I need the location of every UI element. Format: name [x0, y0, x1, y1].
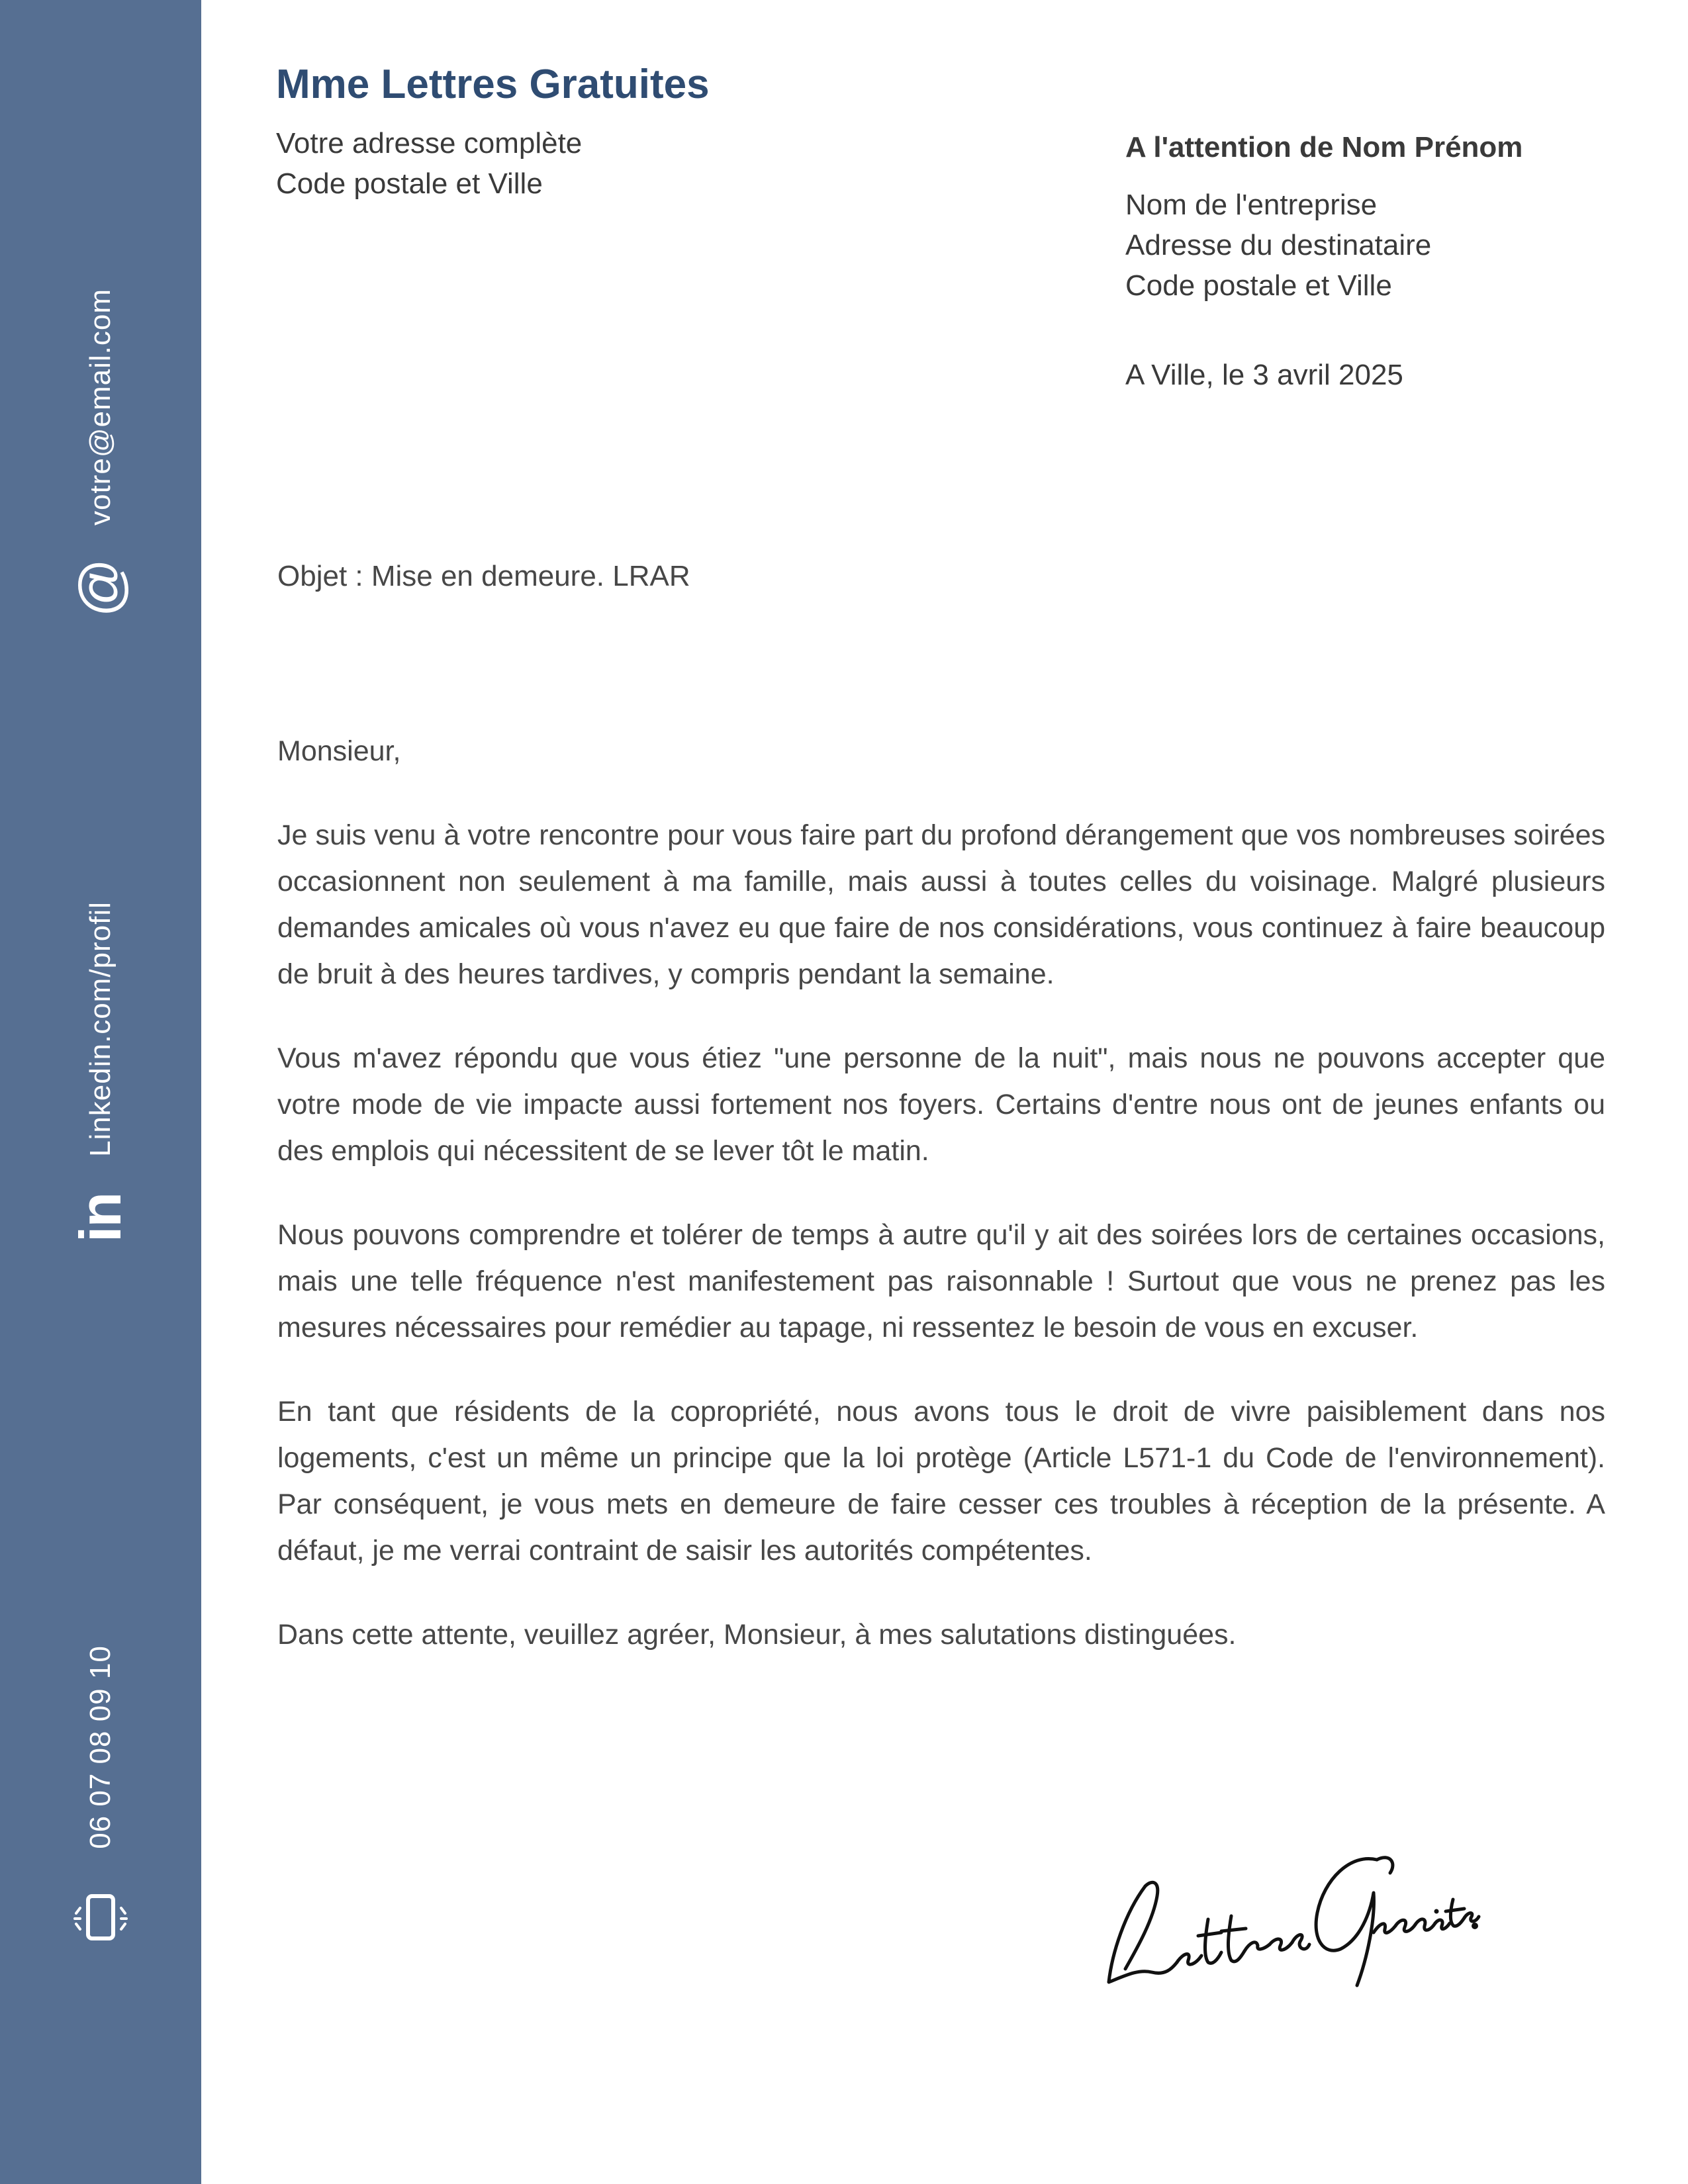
- phone-text: 06 07 08 09 10: [84, 1645, 117, 1849]
- phone-icon: [71, 1888, 130, 1948]
- paragraph-1: Je suis venu à votre rencontre pour vous faire part du profond dérangement que vos nombreuses soirées occasionnent non seulement à ma famille, mais aussi à toutes celles du voisinage. Malgré plusieurs demandes amicales où vous n'avez eu que faire de nos considérations, vous continuez à faire beaucoup de bruit à des heures tardives, y compris pendant la semaine.: [277, 819, 1605, 990]
- sender-name: Mme Lettres Gratuites: [276, 62, 710, 107]
- sender-address: Votre adresse complète: [276, 127, 583, 159]
- sender-city: Code postale et Ville: [276, 167, 543, 200]
- greeting: Monsieur,: [277, 735, 401, 767]
- letter-body: [277, 728, 1605, 1696]
- at-icon: @: [68, 558, 133, 617]
- linkedin-icon: in: [68, 1193, 133, 1243]
- contact-sidebar: [0, 0, 201, 2184]
- recipient-city: Code postale et Ville: [1125, 269, 1392, 302]
- email-text: votre@email.com: [84, 289, 117, 525]
- paragraph-2: Vous m'avez répondu que vous étiez "une personne de la nuit", mais nous ne pouvons accepter que votre mode de vie impacte aussi fortement nos foyers. Certains d'entre nous ont de jeunes enfants ou des emplois qui nécessitent de se lever tôt le matin.: [277, 1042, 1605, 1167]
- recipient-company: Nom de l'entreprise: [1125, 189, 1378, 221]
- paragraph-4: En tant que résidents de la copropriété, nous avons tous le droit de vivre paisiblement dans nos logements, c'est un même un principe que la loi protège (Article L571-1 du Code de l'environnement). Par conséquent, je vous mets en demeure de faire cesser ces troubles à réception de la présente. A défaut, je me verrai contraint de saisir les autorités compétentes.: [277, 1396, 1605, 1567]
- linkedin-text: Linkedin.com/profil: [84, 901, 117, 1157]
- paragraph-3: Nous pouvons comprendre et tolérer de temps à autre qu'il y ait des soirées lors de certaines occasions, mais une telle fréquence n'est manifestement pas raisonnable ! Surtout que vous ne prenez pas les mesures nécessaires pour remédier au tapage, ni ressentez le besoin de vous en excuser.: [277, 1219, 1605, 1343]
- letter-subject: Objet : Mise en demeure. LRAR: [277, 560, 690, 592]
- recipient-attention: A l'attention de Nom Prénom: [1125, 131, 1523, 163]
- letter-date: A Ville, le 3 avril 2025: [1125, 359, 1403, 391]
- signature: [1099, 1833, 1483, 1999]
- recipient-address: Adresse du destinataire: [1125, 229, 1432, 261]
- closing: Dans cette attente, veuillez agréer, Monsieur, à mes salutations distinguées.: [277, 1619, 1237, 1651]
